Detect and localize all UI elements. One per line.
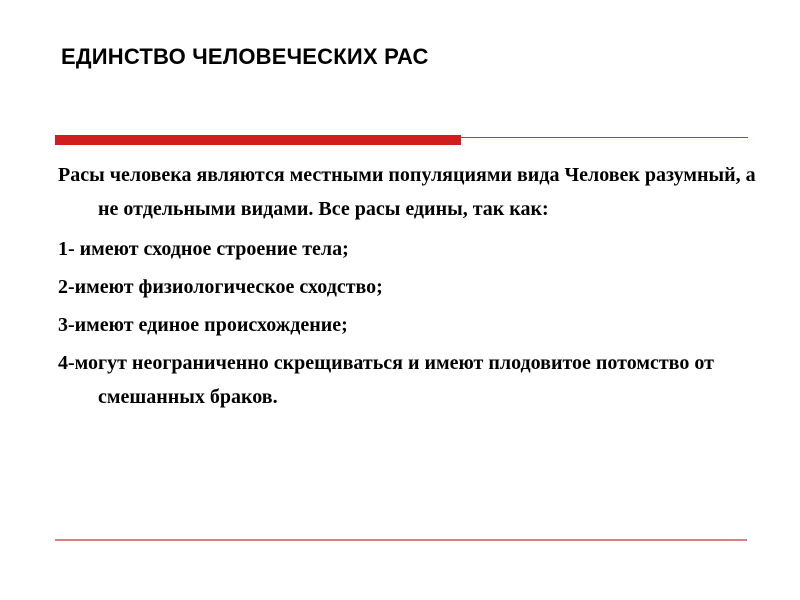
point-item: 2-имеют физиологическое сходство; — [58, 276, 383, 298]
intro-paragraph: Расы человека являются местными популяциями вида Человек разумный, а не отдельными видами. Все расы едины, так как: — [58, 164, 756, 220]
slide-body — [58, 158, 758, 418]
point-item: 4-могут неограниченно скрещиваться и имеют плодовитое потомство от смешанных браков. — [58, 352, 714, 408]
footer-divider-line — [55, 539, 747, 541]
slide-title: ЕДИНСТВО ЧЕЛОВЕЧЕСКИХ РАС — [61, 44, 429, 69]
point-item: 1- имеют сходное строение тела; — [58, 238, 349, 260]
title-divider-accent — [55, 135, 461, 145]
point-item: 3-имеют единое происхождение; — [58, 314, 348, 336]
